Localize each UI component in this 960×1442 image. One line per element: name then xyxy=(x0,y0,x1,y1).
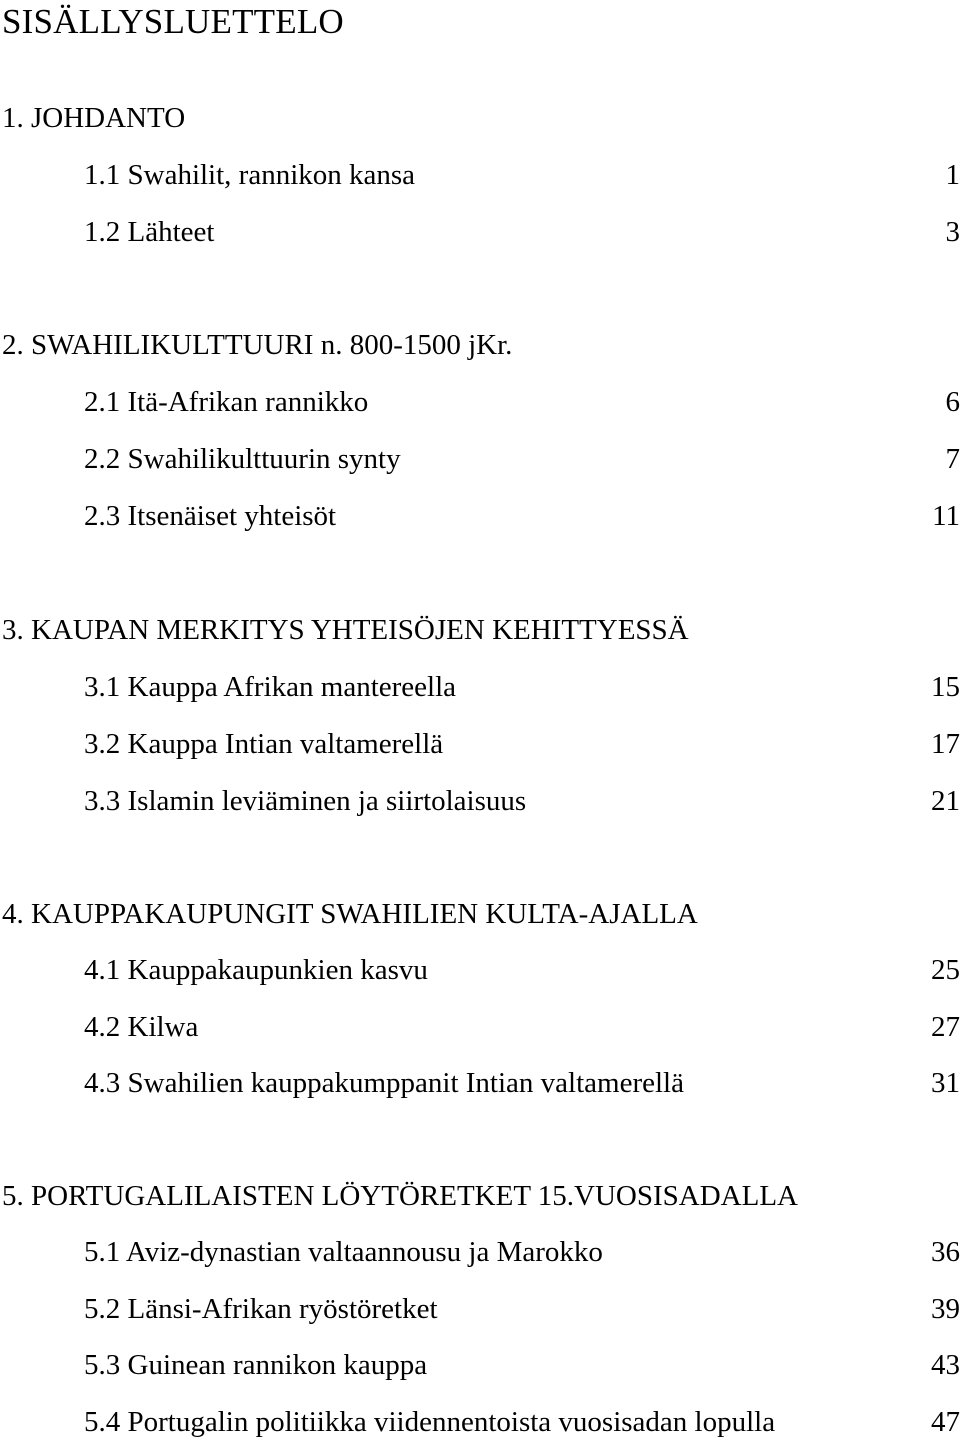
chapter-heading: 4. KAUPPAKAUPUNGIT SWAHILIEN KULTA-AJALLA xyxy=(2,898,698,930)
entry-page-number: 1 xyxy=(945,159,960,191)
toc-entry-5-4 xyxy=(0,1402,960,1442)
toc-entry-3-2 xyxy=(0,724,960,764)
entry-page-number: 47 xyxy=(931,1406,960,1438)
entry-label: 5.4 Portugalin politiikka viidennentoista vuosisadan lopulla xyxy=(84,1406,776,1438)
toc-entry-5-1 xyxy=(0,1232,960,1272)
entry-page-number: 31 xyxy=(931,1067,960,1099)
entry-label: 3.3 Islamin leviäminen ja siirtolaisuus xyxy=(84,785,527,817)
entry-page-number: 11 xyxy=(932,500,960,532)
entry-page-number: 15 xyxy=(931,671,960,703)
toc-entry-2-1 xyxy=(0,382,960,422)
toc-entry-1-1 xyxy=(0,155,960,195)
entry-label: 1.2 Lähteet xyxy=(84,216,215,248)
toc-entry-2-3 xyxy=(0,496,960,536)
toc-entry-5-3 xyxy=(0,1345,960,1385)
entry-page-number: 39 xyxy=(931,1293,960,1325)
entry-label: 2.2 Swahilikulttuurin synty xyxy=(84,443,401,475)
chapter-heading: 1. JOHDANTO xyxy=(2,102,186,134)
toc-entry-2-2 xyxy=(0,439,960,479)
toc-chapter-2 xyxy=(0,325,960,365)
entry-label: 2.3 Itsenäiset yhteisöt xyxy=(84,500,337,532)
entry-label: 3.1 Kauppa Afrikan mantereella xyxy=(84,671,457,703)
entry-page-number: 3 xyxy=(945,216,960,248)
toc-chapter-5 xyxy=(0,1176,960,1216)
toc-entry-3-1 xyxy=(0,667,960,707)
chapter-heading: 3. KAUPAN MERKITYS YHTEISÖJEN KEHITTYESSÄ xyxy=(2,614,689,646)
toc-entry-3-3 xyxy=(0,781,960,821)
toc-entry-4-2 xyxy=(0,1007,960,1047)
entry-page-number: 43 xyxy=(931,1349,960,1381)
entry-label: 4.2 Kilwa xyxy=(84,1011,199,1043)
toc-entry-5-2 xyxy=(0,1289,960,1329)
page-title: SISÄLLYSLUETTELO xyxy=(2,2,344,41)
entry-label: 4.1 Kauppakaupunkien kasvu xyxy=(84,954,428,986)
entry-page-number: 21 xyxy=(931,785,960,817)
entry-label: 5.1 Aviz-dynastian valtaannousu ja Marokko xyxy=(84,1236,603,1268)
entry-label: 2.1 Itä-Afrikan rannikko xyxy=(84,386,369,418)
entry-label: 5.2 Länsi-Afrikan ryöstöretket xyxy=(84,1293,438,1325)
entry-page-number: 17 xyxy=(931,728,960,760)
entry-page-number: 36 xyxy=(931,1236,960,1268)
entry-label: 1.1 Swahilit, rannikon kansa xyxy=(84,159,416,191)
entry-label: 3.2 Kauppa Intian valtamerellä xyxy=(84,728,444,760)
entry-page-number: 7 xyxy=(945,443,960,475)
toc-chapter-4 xyxy=(0,894,960,934)
entry-page-number: 6 xyxy=(945,386,960,418)
entry-label: 4.3 Swahilien kauppakumppanit Intian valtamerellä xyxy=(84,1067,684,1099)
entry-label: 5.3 Guinean rannikon kauppa xyxy=(84,1349,428,1381)
chapter-heading: 2. SWAHILIKULTTUURI n. 800-1500 jKr. xyxy=(2,329,513,361)
toc-chapter-1 xyxy=(0,98,960,138)
entry-page-number: 27 xyxy=(931,1011,960,1043)
toc-entry-1-2 xyxy=(0,212,960,252)
toc-entry-4-3 xyxy=(0,1063,960,1103)
toc-chapter-3 xyxy=(0,610,960,650)
chapter-heading: 5. PORTUGALILAISTEN LÖYTÖRETKET 15.VUOSISADALLA xyxy=(2,1180,798,1212)
toc-entry-4-1 xyxy=(0,950,960,990)
entry-page-number: 25 xyxy=(931,954,960,986)
